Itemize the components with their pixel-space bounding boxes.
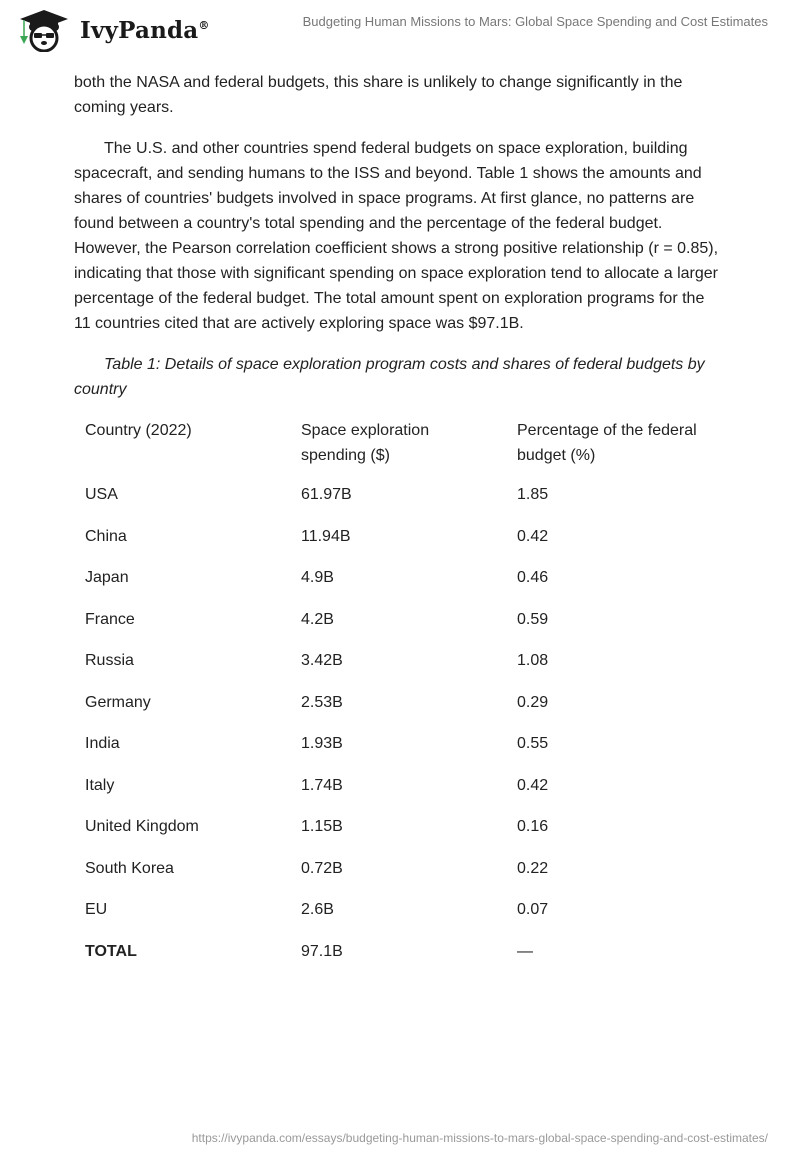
- country-cell: United Kingdom: [85, 818, 199, 835]
- country-cell: India: [85, 735, 120, 752]
- table-row: [74, 893, 724, 935]
- table-row: [74, 478, 724, 520]
- percentage-cell: 0.42: [517, 776, 549, 794]
- country-cell: China: [85, 527, 127, 545]
- source-url[interactable]: https://ivypanda.com/essays/budgeting-human-missions-to-mars-global-space-spending-and-cost-estimates/: [191, 1131, 768, 1145]
- spending-cell: 0.72B: [301, 859, 343, 877]
- country-cell: USA: [85, 486, 118, 503]
- brand-logo[interactable]: [16, 8, 210, 52]
- spending-cell: 11.94B: [301, 527, 351, 545]
- column-header: Space exploration spending ($): [301, 422, 430, 464]
- spending-cell: 2.53B: [301, 693, 343, 711]
- table-total-row: [74, 935, 724, 977]
- brand-name: IvyPanda®: [80, 16, 210, 44]
- country-cell: EU: [85, 901, 108, 918]
- document-body: [74, 70, 724, 976]
- percentage-cell: 1.85: [517, 486, 549, 503]
- spending-cell: 1.74B: [301, 776, 343, 794]
- percentage-cell: 0.07: [517, 901, 549, 918]
- spending-cell: 1.93B: [301, 735, 343, 752]
- total-label: TOTAL: [85, 942, 137, 960]
- percentage-cell: 0.42: [517, 527, 549, 545]
- spending-cell: 61.97B: [301, 486, 352, 503]
- spending-cell: 3.42B: [301, 652, 343, 669]
- country-cell: Russia: [85, 652, 134, 669]
- table-row: [74, 769, 724, 811]
- paragraph: both the NASA and federal budgets, this share is unlikely to change significantly in the coming years.: [74, 74, 683, 116]
- country-cell: Germany: [85, 693, 151, 711]
- panda-graduation-cap-icon: [16, 8, 72, 52]
- percentage-cell: 0.46: [517, 569, 549, 586]
- country-cell: Japan: [85, 569, 129, 586]
- spending-cell: 1.15B: [301, 818, 343, 835]
- spending-table: [74, 414, 724, 976]
- column-header: Country (2022): [85, 422, 192, 439]
- spending-cell: 4.9B: [301, 569, 334, 586]
- spending-cell: 4.2B: [301, 610, 334, 628]
- spending-cell: 2.6B: [301, 901, 334, 918]
- table-row: [74, 520, 724, 562]
- page-header: [0, 0, 800, 60]
- total-percentage-cell: —: [517, 942, 533, 960]
- country-cell: France: [85, 610, 135, 628]
- document-title: Budgeting Human Missions to Mars: Global Space Spending and Cost Estimates: [302, 14, 768, 29]
- percentage-cell: 1.08: [517, 652, 549, 669]
- table-row: [74, 686, 724, 728]
- table-row: [74, 852, 724, 894]
- table-row: [74, 603, 724, 645]
- total-spending-cell: 97.1B: [301, 942, 343, 960]
- paragraph: The U.S. and other countries spend federal budgets on space exploration, building spacecraft, and sending humans to the ISS and beyond. Table 1 shows the amounts and shares of countries' budgets involved in space programs. At first glance, no patterns are found between a country's total spending and the percentage of the federal budget. However, the Pearson correlation coefficient shows a strong positive relationship (r = 0.85), indicating that those with significant spending on space exploration tend to allocate a larger percentage of the federal budget. The total amount spent on exploration programs for the 11 countries cited that are actively exploring space was $97.1B.: [74, 140, 719, 332]
- country-cell: South Korea: [85, 859, 174, 877]
- percentage-cell: 0.59: [517, 610, 549, 628]
- percentage-cell: 0.16: [517, 818, 549, 835]
- table-row: [74, 561, 724, 603]
- percentage-cell: 0.55: [517, 735, 549, 752]
- country-cell: Italy: [85, 776, 115, 794]
- table-row: [74, 727, 724, 769]
- table-row: [74, 644, 724, 686]
- percentage-cell: 0.22: [517, 859, 549, 877]
- column-header: Percentage of the federal budget (%): [517, 422, 697, 464]
- table-header-row: [74, 414, 724, 478]
- table-caption: Table 1: Details of space exploration program costs and shares of federal budgets by country: [74, 356, 705, 398]
- table-row: [74, 810, 724, 852]
- percentage-cell: 0.29: [517, 693, 549, 711]
